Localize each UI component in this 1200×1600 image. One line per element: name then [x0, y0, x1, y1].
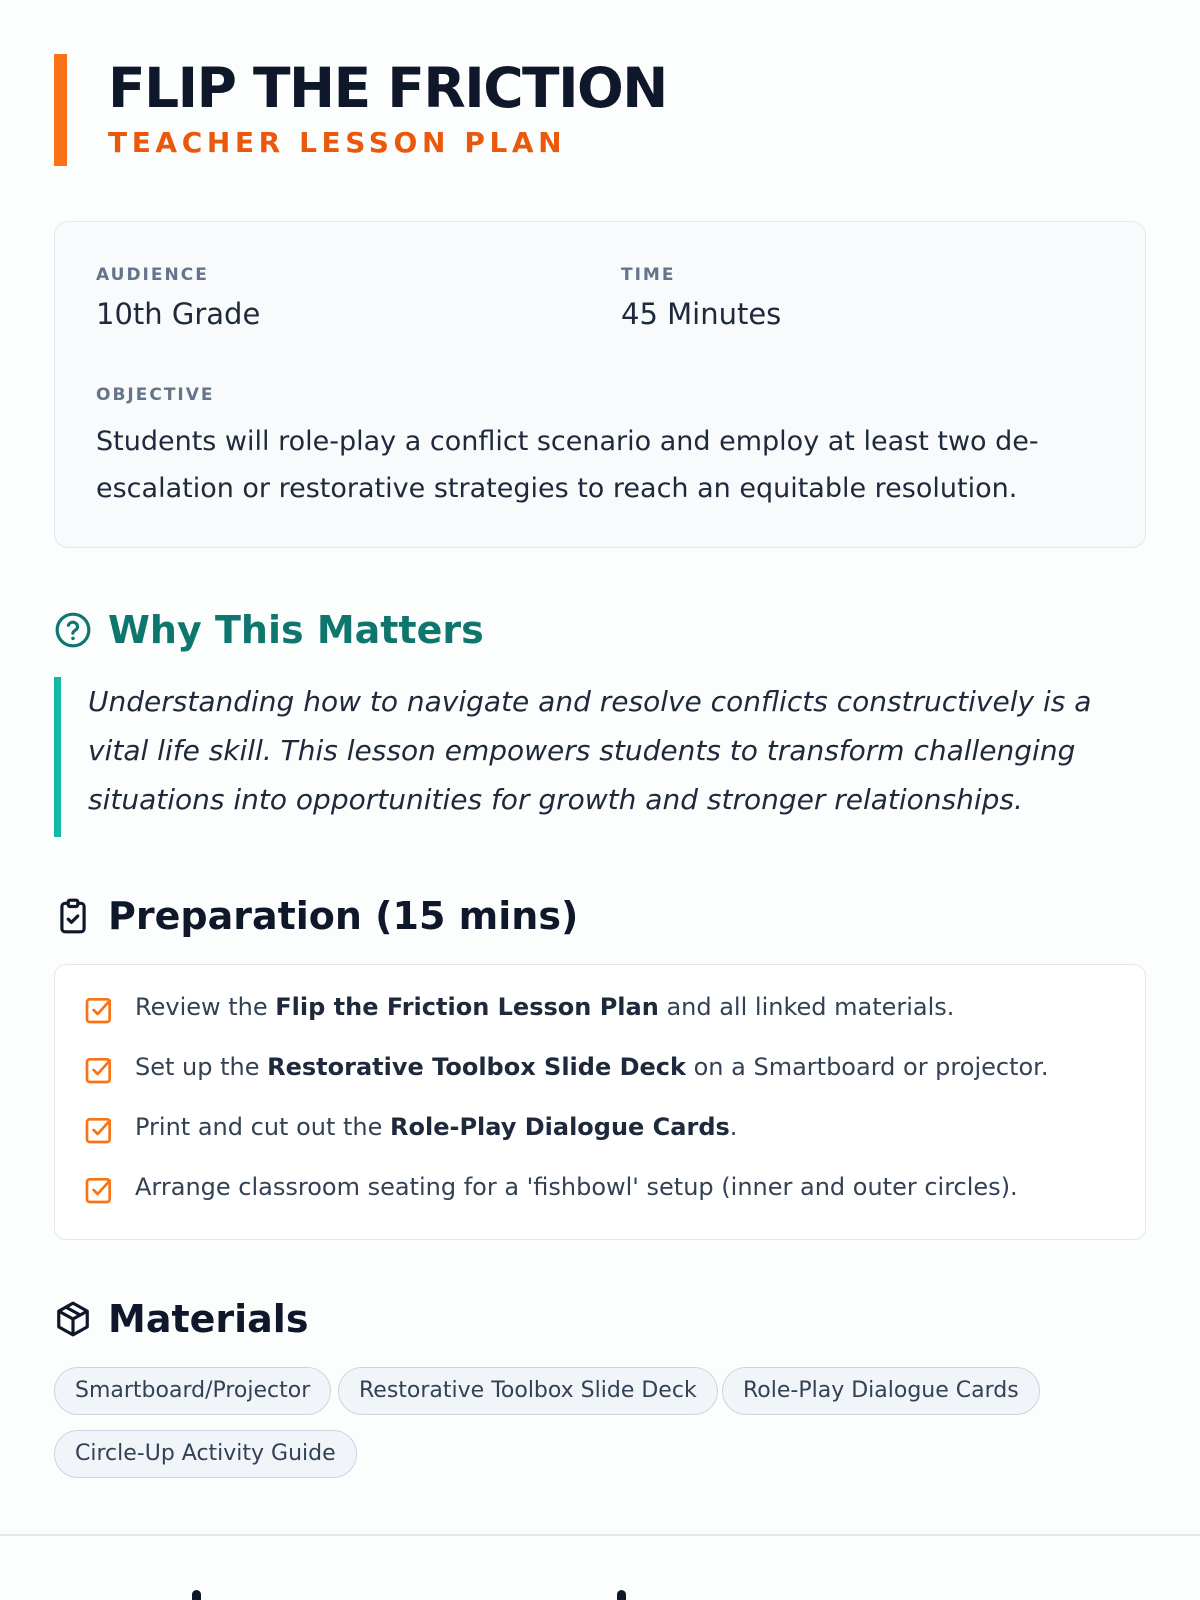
header-accent-bar — [54, 54, 67, 166]
page-subtitle: TEACHER LESSON PLAN — [108, 126, 567, 159]
checklist-item-text — [135, 1167, 1018, 1207]
audience-value: 10th Grade — [96, 297, 261, 331]
next-section-heading-glyph — [617, 1590, 626, 1600]
checklist-resource-name: Restorative Toolbox Slide Deck — [267, 1053, 686, 1081]
preparation-checklist — [54, 964, 1146, 1240]
preparation-heading — [54, 891, 1054, 941]
lesson-info-card — [54, 221, 1146, 548]
audience-label: AUDIENCE — [96, 265, 209, 285]
quote-text: Understanding how to navigate and resolve conflicts constructively is a vital life skill. This lesson empowers students to transform challenging situations into opportunities for growth and stronger relationships. — [88, 685, 1092, 816]
checklist-item-text — [135, 1107, 737, 1147]
checklist-text-part: . — [729, 1113, 738, 1141]
checklist-item — [83, 1167, 1123, 1207]
checkbox-checked-icon[interactable] — [83, 1114, 115, 1146]
help-circle-icon — [54, 611, 92, 649]
checklist-resource-name: Flip the Friction Lesson Plan — [275, 993, 659, 1021]
page-title: FLIP THE FRICTION — [108, 56, 667, 120]
checklist-item — [83, 1047, 1123, 1087]
section-divider — [0, 1534, 1200, 1536]
clipboard-check-icon — [54, 897, 92, 935]
checklist-resource-name: Role-Play Dialogue Cards — [390, 1113, 730, 1141]
package-icon — [54, 1300, 92, 1338]
checklist-item — [83, 987, 1123, 1027]
objective-text: Students will role-play a conflict scenario and employ at least two de-escalation or restorative strategies to reach an equitable resolution. — [96, 426, 1039, 504]
objective-label: OBJECTIVE — [96, 385, 215, 405]
why-this-matters-heading — [54, 605, 1054, 655]
checklist-item-text — [135, 987, 954, 1027]
materials-heading — [54, 1294, 1054, 1344]
material-tag: Role-Play Dialogue Cards — [722, 1367, 1040, 1415]
next-section-heading-glyph — [192, 1590, 201, 1600]
checklist-text-part: Set up the — [135, 1053, 268, 1081]
material-tag: Smartboard/Projector — [54, 1367, 331, 1415]
checkbox-checked-icon[interactable] — [83, 994, 115, 1026]
material-tag: Restorative Toolbox Slide Deck — [338, 1367, 718, 1415]
time-value: 45 Minutes — [621, 297, 782, 331]
checkbox-checked-icon[interactable] — [83, 1054, 115, 1086]
checklist-item — [83, 1107, 1123, 1147]
checklist-text-part: Arrange classroom seating for a 'fishbowl' setup (inner and outer circles). — [135, 1173, 1018, 1201]
checklist-text-part: Review the — [135, 993, 276, 1021]
quote-accent-bar — [54, 677, 61, 837]
section-title: Why This Matters — [108, 608, 484, 652]
section-title: Preparation (15 mins) — [108, 894, 579, 938]
checkbox-checked-icon[interactable] — [83, 1174, 115, 1206]
checklist-item-text — [135, 1047, 1048, 1087]
checklist-text-part: Print and cut out the — [135, 1113, 391, 1141]
page-header — [54, 54, 854, 166]
checklist-text-part: on a Smartboard or projector. — [685, 1053, 1049, 1081]
section-title: Materials — [108, 1297, 309, 1341]
material-tag: Circle-Up Activity Guide — [54, 1430, 357, 1478]
checklist-text-part: and all linked materials. — [658, 993, 955, 1021]
why-this-matters-quote — [54, 677, 1148, 837]
time-label: TIME — [621, 265, 676, 285]
